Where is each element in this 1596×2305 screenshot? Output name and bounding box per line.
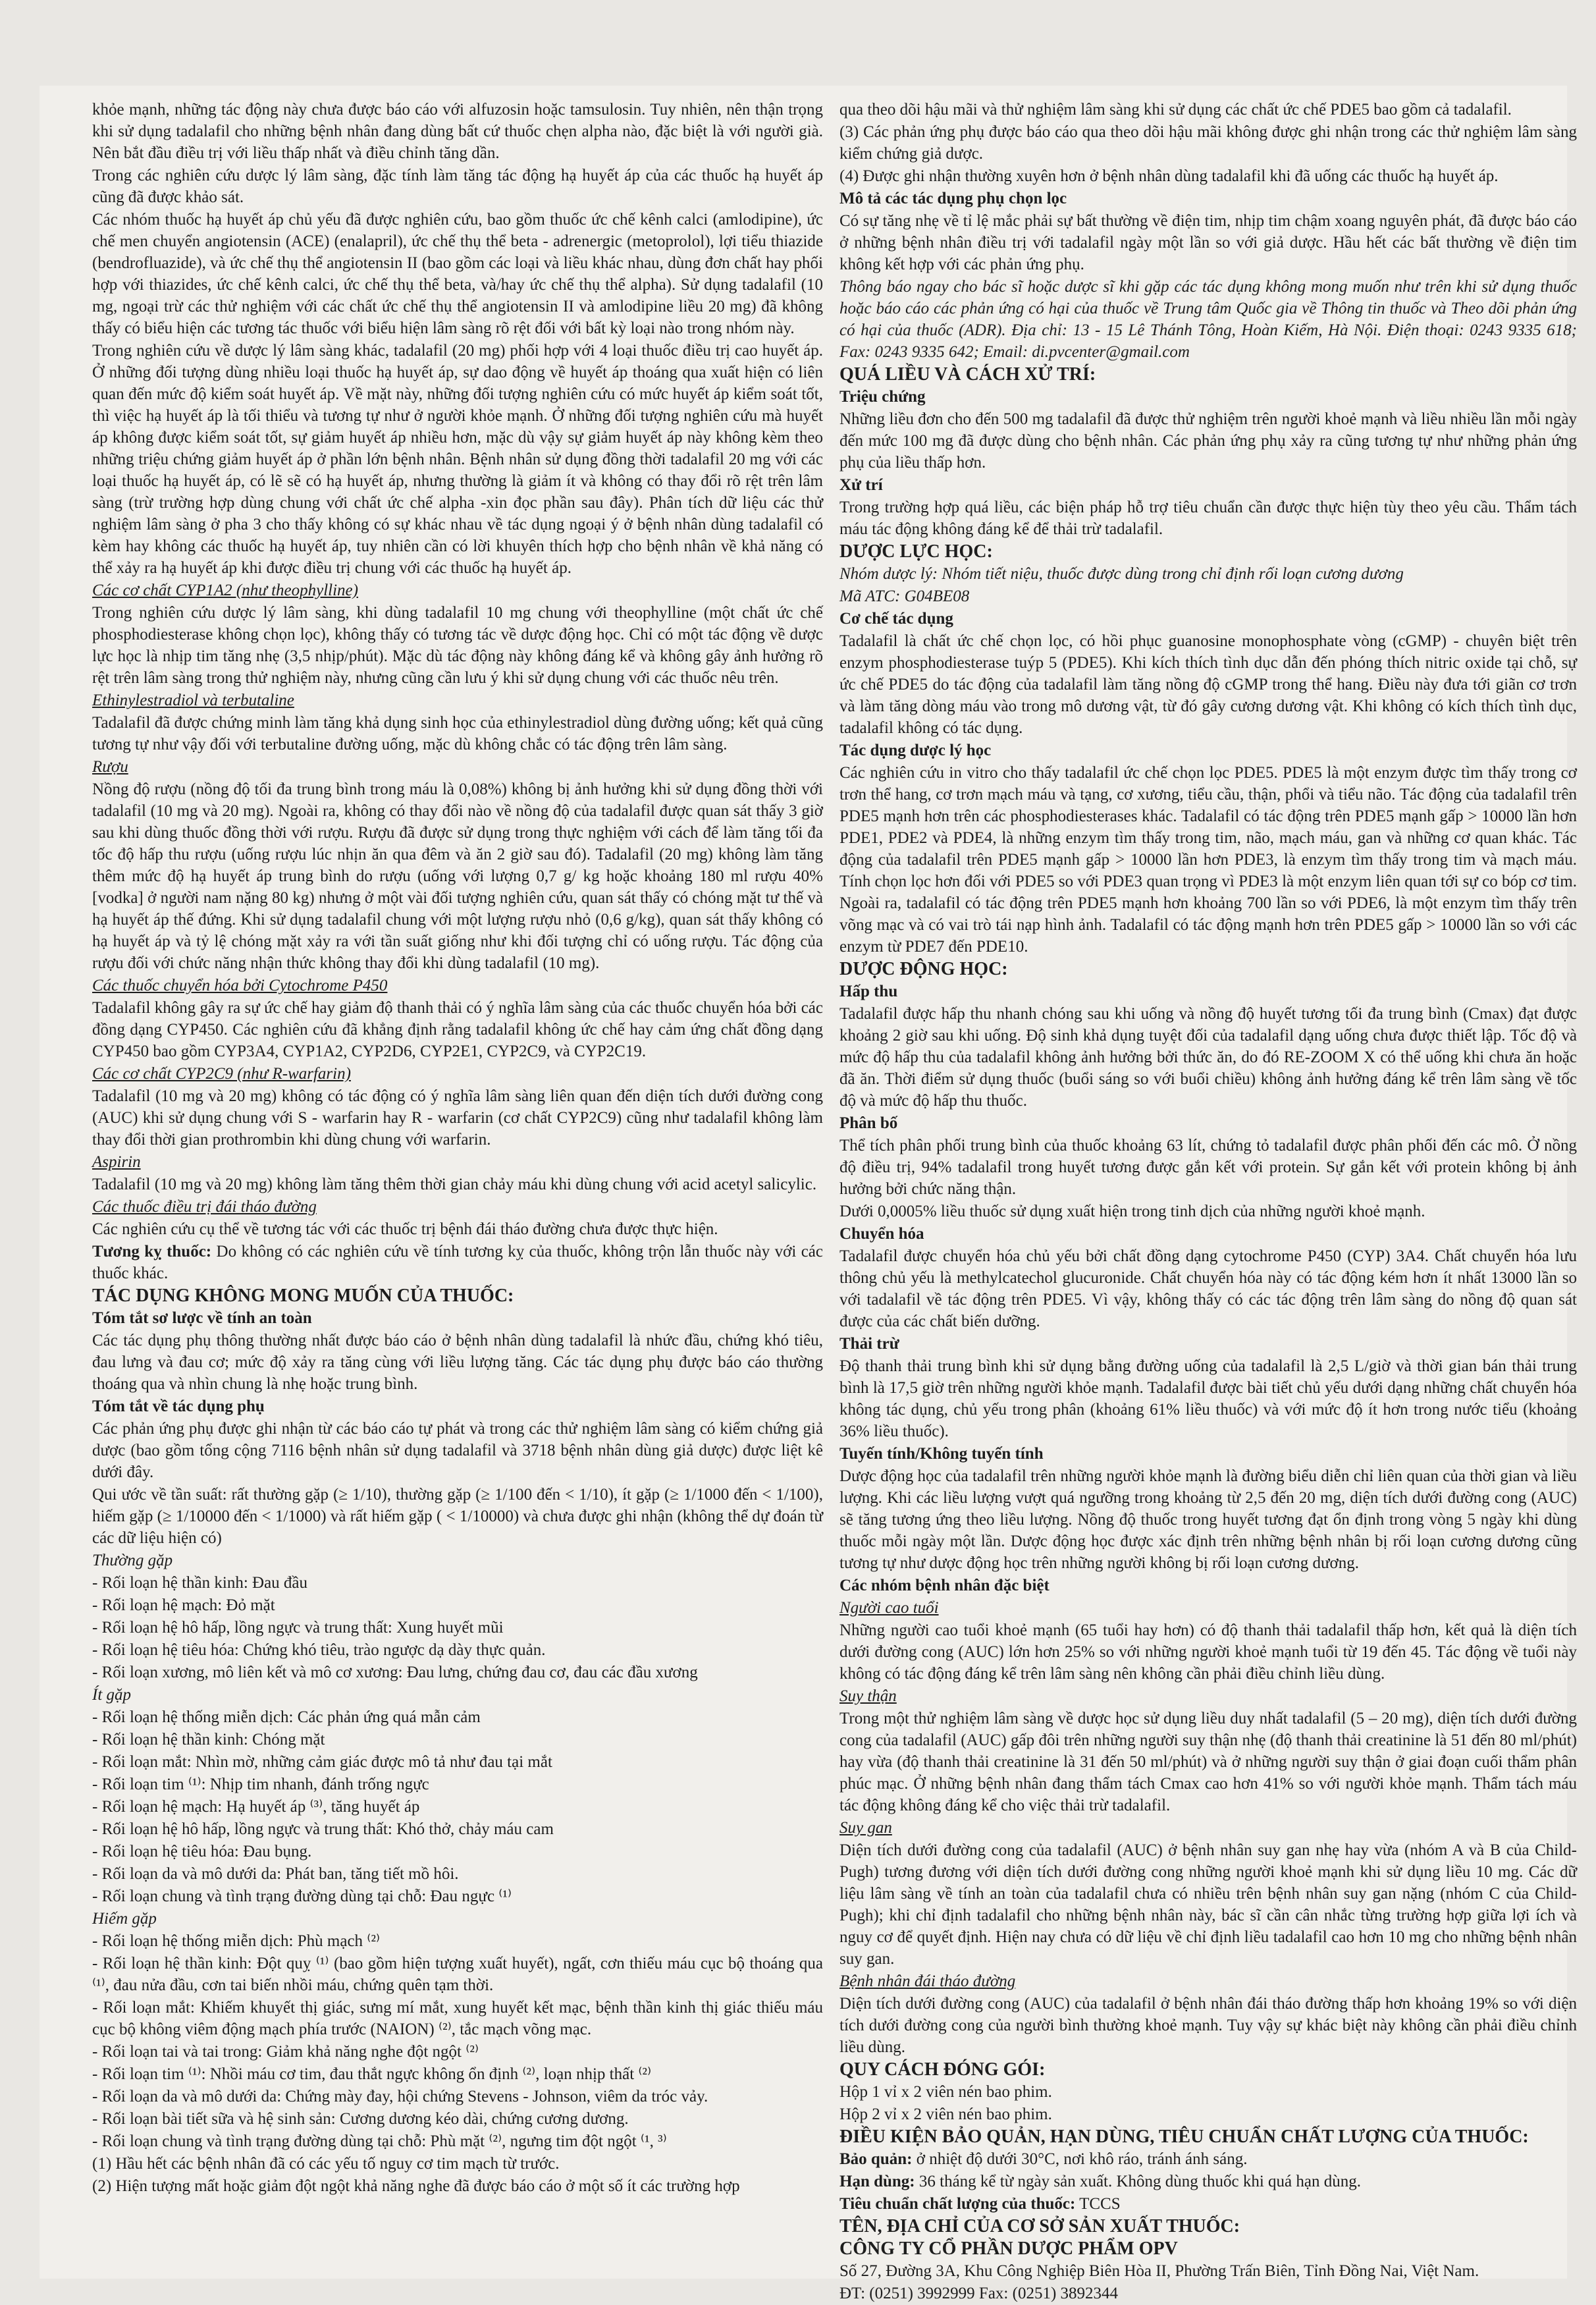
paragraph-text: ở nhiệt độ dưới 30°C, nơi khô ráo, tránh ánh sáng.	[912, 2150, 1248, 2168]
list-item: - Rối loạn hệ tiêu hóa: Chứng khó tiêu, trào ngược dạ dày thực quản.	[92, 1641, 546, 1659]
paragraph: Thể tích phân phối trung bình của thuốc khoảng 63 lít, chứng tỏ tadalafil được phân phối đến các mô. Ở nồng độ điều trị, 94% tadalafil trong huyết tương được gắn kết với protein. Sự gắn kết với protein không bị ảnh hưởng bởi chức năng thận.	[839, 1137, 1577, 1198]
paragraph: Trong một thử nghiệm lâm sàng về dược học sử dụng liều duy nhất tadalafil (5 – 20 mg), diện tích dưới đường cong của tadalafil (AUC) gấp đôi trên những người suy thận nhẹ (độ thanh thải creatinine là 51 đến 80 ml/phút) hay vừa (độ thanh thải creatinine là 31 đến 50 ml/phút) và ở những người suy thận ở giai đoạn cuối thẩm phân phúc mạc. Ở những bệnh nhân đang thẩm tách Cmax cao hơn 41% so với người khỏe mạnh. Thẩm tách máu tác động không đáng kể cho việc thải trừ tadalafil.	[839, 1710, 1577, 1814]
paragraph-label: Bảo quản:	[839, 2150, 913, 2168]
underlined-subheading: Người cao tuổi	[839, 1599, 939, 1617]
list-item: - Rối loạn hệ mạch: Đỏ mặt	[92, 1596, 275, 1614]
list-item: - Rối loạn hệ mạch: Hạ huyết áp ⁽³⁾, tăng huyết áp	[92, 1798, 420, 1816]
paragraph-label: Tương kỵ thuốc:	[92, 1243, 212, 1261]
paragraph: (4) Được ghi nhận thường xuyên hơn ở bệnh nhân dùng tadalafil khi đã uống các thuốc hạ huyết áp.	[839, 167, 1499, 185]
paragraph: Các nghiên cứu cụ thể về tương tác với các thuốc trị bệnh đái tháo đường chưa được thực hiện.	[92, 1220, 718, 1238]
list-item: - Rối loạn da và mô dưới da: Phát ban, tăng tiết mồ hôi.	[92, 1865, 459, 1883]
paragraph: Những liều đơn cho đến 500 mg tadalafil đã được thử nghiệm trên người khoẻ mạnh và liều nhiều lần mỗi ngày đến mức 100 mg đã được dùng cho bệnh nhân. Các phản ứng phụ xảy ra cũng tương tự như những phản ứng phụ của liều thấp hơn.	[839, 410, 1577, 472]
paragraph: Tadalafil được chuyển hóa chủ yếu bởi chất đồng dạng cytochrome P450 (CYP) 3A4. Chất chuyển hóa lưu thông chủ yếu là methylcatechol glucuronide. Chất chuyển hóa này có tác động kém hơn ít nhất 13000 lần so với tadalafil về tác động trên PDE5. Vì vậy, không thấy có các tác động trên lâm sàng do nồng độ quan sát được của các chất biến dưỡng.	[839, 1247, 1577, 1330]
subsection-heading: Tóm tắt về tác dụng phụ	[92, 1397, 265, 1415]
list-item: - Rối loạn hệ tiêu hóa: Đau bụng.	[92, 1843, 312, 1860]
underlined-subheading: Các thuốc chuyển hóa bởi Cytochrome P450	[92, 977, 388, 994]
underlined-subheading: Các thuốc điều trị đái tháo đường	[92, 1198, 317, 1216]
frequency-heading: Thường gặp	[92, 1552, 173, 1569]
section-heading: DƯỢC LỰC HỌC:	[839, 541, 993, 562]
list-item: - Rối loạn xương, mô liên kết và mô cơ xương: Đau lưng, chứng đau cơ, đau các đầu xương	[92, 1664, 698, 1681]
paragraph: Tadalafil đã được chứng minh làm tăng khả dụng sinh học của ethinylestradiol dùng đường uống; kết quả cũng tương tự như vậy đối với terbutaline đường uống, mặc dù không chắc có tác động trên lâm sàng.	[92, 714, 823, 753]
subsection-heading: Triệu chứng	[839, 388, 926, 406]
underlined-subheading: Aspirin	[92, 1153, 141, 1171]
underlined-subheading: Bệnh nhân đái tháo đường	[839, 1972, 1016, 1990]
subsection-heading: Các nhóm bệnh nhân đặc biệt	[839, 1577, 1050, 1594]
paragraph: Hộp 2 vỉ x 2 viên nén bao phim.	[839, 2105, 1052, 2123]
paragraph: Tadalafil (10 mg và 20 mg) không làm tăng thêm thời gian chảy máu khi dùng chung với acid acetyl salicylic.	[92, 1176, 817, 1193]
underlined-subheading: Các cơ chất CYP2C9 (như R-warfarin)	[92, 1065, 351, 1083]
list-item: - Rối loạn hệ thống miễn dịch: Các phản ứng quá mẫn cảm	[92, 1708, 481, 1726]
paragraph: Độ thanh thải trung bình khi sử dụng bằng đường uống của tadalafil là 2,5 L/giờ và thời gian bán thải trung bình là 17,5 giờ trên những người khỏe mạnh. Tadalafil được bài tiết chủ yếu dưới dạng những chất chuyển hóa không tác dụng, chủ yếu trong phân (khoảng 61% liều thuốc) và với mức độ ít hơn trong nước tiểu (khoảng 36% liều thuốc).	[839, 1357, 1577, 1440]
list-item: - Rối loạn hệ hô hấp, lồng ngực và trung thất: Xung huyết mũi	[92, 1619, 504, 1637]
paragraph: Tadalafil được hấp thu nhanh chóng sau khi uống và nồng độ huyết tương tối đa trung bình (Cmax) đạt được khoảng 2 giờ sau khi uống. Độ sinh khả dụng tuyệt đối của tadalafil dạng uống chưa được thiết lập. Tốc độ và mức độ hấp thu của tadalafil không ảnh hưởng bởi thức ăn, do đó RE-ZOOM X có thể uống khi chưa ăn hoặc đã ăn. Thời điểm sử dụng thuốc (buổi sáng so với buổi chiều) không ảnh hưởng đáng kể trên lâm sàng về tốc độ và mức độ hấp thu thuốc.	[839, 1005, 1577, 1110]
list-item: - Rối loạn hệ thần kinh: Đột quỵ ⁽¹⁾ (bao gồm hiện tượng xuất huyết), ngất, cơn thiếu máu cục bộ thoáng qua ⁽¹⁾, đau nửa đầu, cơn tai biến nhồi máu, chứng quên tạm thời.	[92, 1955, 823, 1994]
list-item: - Rối loạn chung và tình trạng đường dùng tại chỗ: Phù mặt ⁽²⁾, ngưng tim đột ngột ⁽¹, ³⁾	[92, 2132, 667, 2150]
section-heading: DƯỢC ĐỘNG HỌC:	[839, 959, 1008, 979]
subsection-heading: Chuyển hóa	[839, 1225, 924, 1243]
list-item: - Rối loạn mắt: Khiếm khuyết thị giác, sưng mí mắt, xung huyết kết mạc, bệnh thần kinh thị giác thiếu máu cục bộ không viêm động mạch phía trước (NAION) ⁽²⁾, tắc mạch võng mạc.	[92, 1999, 823, 2038]
list-item: - Rối loạn hệ hô hấp, lồng ngực và trung thất: Khó thở, chảy máu cam	[92, 1820, 554, 1838]
list-item: - Rối loạn tim ⁽¹⁾: Nhồi máu cơ tim, đau thắt ngực không ổn định ⁽²⁾, loạn nhịp thất ⁽²⁾	[92, 2065, 652, 2083]
subsection-heading: Hấp thu	[839, 983, 898, 1000]
paragraph: Qui ước về tần suất: rất thường gặp (≥ 1/10), thường gặp (≥ 1/100 đến < 1/10), ít gặp (≥ 1/1000 đến < 1/100), hiếm gặp (≥ 1/10000 đến < 1/1000) và rất hiếm gặp ( < 1/10000) và chưa được ghi nhận (không thể dự đoán từ các dữ liệu hiện có)	[92, 1486, 823, 1547]
subsection-heading: Thải trừ	[839, 1335, 899, 1353]
paragraph: qua theo dõi hậu mãi và thử nghiệm lâm sàng khi sử dụng các chất ức chế PDE5 bao gồm cả tadalafil.	[839, 101, 1512, 119]
paragraph: Các nhóm thuốc hạ huyết áp chủ yếu đã được nghiên cứu, bao gồm thuốc ức chế kênh calci (amlodipine), ức chế men chuyển angiotensin (ACE) (enalapril), ức chế thụ thể beta - adrenergic (metoprolol), lợi tiểu thiazide (bendrofluazide), và ức chế thụ thể angiotensin II (bao gồm các loại và liều khác nhau, dùng đơn chất hay phối hợp với thiazides, ức chế kênh calci, ức chế thụ thể beta, và/hay ức chế thụ thể alpha). Sử dụng tadalafil (10 mg, ngoại trừ các thử nghiệm với các chất ức chế thụ thể angiotensin II và amlodipine liều 20 mg) đã không thấy có biểu hiện các tương tác thuốc với biểu hiện lâm sàng rõ rệt đối với bất kỳ loại nào trong nhóm này.	[92, 211, 823, 337]
subsection-heading: Xử trí	[839, 476, 883, 494]
section-heading: QUÁ LIỀU VÀ CÁCH XỬ TRÍ:	[839, 364, 1096, 385]
list-item: - Rối loạn hệ thần kinh: Chóng mặt	[92, 1731, 325, 1749]
paragraph: Dược động học của tadalafil trên những người khỏe mạnh là đường biểu diễn chỉ liên quan của thời gian và liều lượng. Khi các liều lượng vượt quá ngưỡng trong khoảng từ 2,5 đến 20 mg, diện tích dưới đường cong (AUC) sẽ tăng tương ứng theo liều lượng. Nồng độ thuốc trong huyết tương đạt ổn định trong vòng 5 ngày khi dùng thuốc mỗi ngày một lần. Dược động học được xác định trên những bệnh nhân bị rối loạn cương dương cũng tương tự như dược động học trên những người không bị rối loạn cương dương.	[839, 1467, 1577, 1572]
paragraph-text: 36 tháng kể từ ngày sản xuất. Không dùng thuốc khi quá hạn dùng.	[915, 2173, 1361, 2190]
underlined-subheading: Suy gan	[839, 1819, 892, 1837]
paragraph: Trong nghiên cứu dược lý lâm sàng, khi dùng tadalafil 10 mg chung với theophylline (một chất ức chế phosphodiesterase không chọn lọc), không thấy có tương tác về dược động học. Chỉ có một tác động về dược lực học là nhịp tim tăng nhẹ (3,5 nhịp/phút). Mặc dù tác động này không đáng kể và không gây ảnh hưởng rõ rệt trên lâm sàng trong thử nghiệm này, nhưng cũng cần lưu ý khi sử dụng chung với các thuốc nêu trên.	[92, 604, 823, 687]
paragraph: Số 27, Đường 3A, Khu Công Nghiệp Biên Hòa II, Phường Trấn Biên, Tỉnh Đồng Nai, Việt Nam.	[839, 2262, 1479, 2280]
paragraph-label: Tiêu chuẩn chất lượng của thuốc:	[839, 2195, 1076, 2213]
list-item: (2) Hiện tượng mất hoặc giảm đột ngột khả năng nghe đã được báo cáo ở một số ít các trường hợp	[92, 2177, 740, 2195]
labeled-paragraph	[839, 2193, 1577, 2215]
paragraph-text: TCCS	[1075, 2195, 1121, 2213]
paragraph: ĐT: (0251) 3992999 Fax: (0251) 3892344	[839, 2285, 1119, 2302]
frequency-heading: Ít gặp	[92, 1686, 132, 1704]
paragraph: Những người cao tuổi khoẻ mạnh (65 tuổi hay hơn) có độ thanh thải tadalafil thấp hơn, kết quả là diện tích dưới đường cong (AUC) lớn hơn 25% so với những người khoẻ mạnh tuổi từ 19 đến 45. Tác động về tuổi này không có tác động đáng kể trên lâm sàng nên không cần phải điều chỉnh liều dùng.	[839, 1621, 1577, 1683]
section-heading: ĐIỀU KIỆN BẢO QUẢN, HẠN DÙNG, TIÊU CHUẨN CHẤT LƯỢNG CỦA THUỐC:	[839, 2127, 1529, 2147]
list-item: - Rối loạn da và mô dưới da: Chứng mày đay, hội chứng Stevens - Johnson, viêm da tróc vảy.	[92, 2088, 708, 2105]
paragraph: Dưới 0,0005% liều thuốc sử dụng xuất hiện trong tinh dịch của những người khoẻ mạnh.	[839, 1203, 1425, 1220]
list-item: - Rối loạn tai và tai trong: Giảm khả năng nghe đột ngột ⁽²⁾	[92, 2043, 479, 2061]
paragraph: Trong các nghiên cứu dược lý lâm sàng, đặc tính làm tăng tác động hạ huyết áp của các thuốc hạ huyết áp cũng đã được khảo sát.	[92, 167, 823, 206]
list-item: - Rối loạn mắt: Nhìn mờ, những cảm giác được mô tả như đau tại mắt	[92, 1753, 552, 1771]
right-column	[839, 99, 1577, 2305]
section-heading: TÁC DỤNG KHÔNG MONG MUỐN CỦA THUỐC:	[92, 1286, 514, 1306]
left-column	[92, 99, 823, 2198]
subsection-heading: Tác dụng dược lý học	[839, 742, 992, 759]
paragraph: Tadalafil không gây ra sự ức chế hay giảm độ thanh thải có ý nghĩa lâm sàng của các thuốc chuyển hóa bởi các đồng dạng CYP450. Các nghiên cứu đã khẳng định rằng tadalafil không ức chế hay cảm ứng chất đồng dạng CYP450 bao gồm CYP3A4, CYP1A2, CYP2D6, CYP2E1, CYP2C9, và CYP2C19.	[92, 999, 823, 1060]
frequency-heading: Hiếm gặp	[92, 1910, 157, 1928]
list-item: (1) Hầu hết các bệnh nhân đã có các yếu tố nguy cơ tim mạch từ trước.	[92, 2155, 560, 2173]
list-item: - Rối loạn hệ thần kinh: Đau đầu	[92, 1574, 308, 1592]
paragraph: Nồng độ rượu (nồng độ tối đa trung bình trong máu là 0,08%) không bị ảnh hưởng khi sử dụng đồng thời với tadalafil (10 mg và 20 mg). Ngoài ra, không có thay đổi nào về nồng độ của tadalafil được quan sát thấy 3 giờ sau khi dùng thuốc đồng thời với rượu. Rượu đã được sử dụng trong thực nghiệm với cách để làm tăng tối đa tốc độ hấp thu rượu (uống rượu lúc nhịn ăn qua đêm và ăn 2 giờ sau đó). Tadalafil (20 mg) không làm tăng thêm mức độ hạ huyết áp trung bình do rượu (uống với lượng 0,7 g/ kg hoặc khoảng 180 ml rượu 40% [vodka] ở người nam nặng 80 kg) nhưng ở một vài đối tượng nghiên cứu, quan sát thấy có chóng mặt tư thế và hạ huyết áp thế đứng. Khi sử dụng tadalafil chung với một lượng rượu nhỏ (0,6 g/kg), quan sát thấy không có hạ huyết áp và tỷ lệ chóng mặt xảy ra với tần suất giống như khi đối tượng chỉ có uống rượu. Tác động của rượu đối với chức năng nhận thức không thay đổi khi dùng tadalafil (10 mg).	[92, 780, 823, 972]
paragraph: (3) Các phản ứng phụ được báo cáo qua theo dõi hậu mãi không được ghi nhận trong các thử nghiệm lâm sàng kiểm chứng giả dược.	[839, 123, 1577, 163]
list-item: - Rối loạn hệ thống miễn dịch: Phù mạch ⁽²⁾	[92, 1932, 381, 1950]
labeled-paragraph	[839, 2171, 1577, 2192]
paragraph-label: Hạn dùng:	[839, 2173, 915, 2190]
paragraph: Tadalafil (10 mg và 20 mg) không có tác động có ý nghĩa lâm sàng liên quan đến diện tích dưới đường cong (AUC) khi sử dụng chung với S - warfarin hay R - warfarin (cơ chất CYP2C9) cũng như tadalafil không làm thay đổi thời gian prothrombin khi dùng chung với warfarin.	[92, 1087, 823, 1149]
paragraph: Hộp 1 vỉ x 2 viên nén bao phim.	[839, 2083, 1052, 2101]
paragraph: Trong nghiên cứu về dược lý lâm sàng khác, tadalafil (20 mg) phối hợp với 4 loại thuốc điều trị cao huyết áp. Ở những đối tượng dùng nhiều loại thuốc hạ huyết áp, sự dao động về huyết áp thoáng qua xuất hiện có liên quan đến mức độ kiểm soát huyết áp. Về mặt này, những đối tượng nghiên cứu có mức huyết áp kiểm soát tốt, thì việc hạ huyết áp là tối thiểu và tương tự như ở người khỏe mạnh. Ở những đối tượng nghiên cứu mà huyết áp không được kiểm soát tốt, sự giảm huyết áp nhiều hơn, mặc dù vậy sự giảm huyết áp này không kèm theo những triệu chứng giảm huyết áp ở phần lớn bệnh nhân. Bệnh nhân sử dụng đồng thời tadalafil 20 mg với các loại thuốc hạ huyết áp, có lẽ sẽ có hạ huyết áp, nhưng thường là giảm ít và không có thay đổi rõ rệt trên lâm sàng (trừ trường hợp dùng chung với chất ức chế alpha -xin đọc phần sau đây). Phân tích dữ liệu các thử nghiệm lâm sàng ở pha 3 cho thấy không có sự khác nhau về tác dụng ngoại ý ở bệnh nhân dùng tadalafil có kèm hay không các thuốc hạ huyết áp, tuy nhiên cần có lời khuyên thích hợp cho bệnh nhân về khả năng có thể xảy ra hạ huyết áp khi được điều trị chung với các thuốc hạ huyết áp.	[92, 342, 823, 577]
paragraph: Các phản ứng phụ được ghi nhận từ các báo cáo tự phát và trong các thử nghiệm lâm sàng có kiểm chứng giả dược (bao gồm tổng cộng 7116 bệnh nhân sử dụng tadalafil và 3718 bệnh nhân dùng giả dược) được liệt kê dưới đây.	[92, 1420, 823, 1481]
list-item: - Rối loạn tim ⁽¹⁾: Nhịp tim nhanh, đánh trống ngực	[92, 1776, 429, 1793]
list-item: - Rối loạn chung và tình trạng đường dùng tại chỗ: Đau ngực ⁽¹⁾	[92, 1887, 512, 1905]
paragraph: khỏe mạnh, những tác động này chưa được báo cáo với alfuzosin hoặc tamsulosin. Tuy nhiên, nên thận trọng khi sử dụng tadalafil cho những bệnh nhân đang dùng bất cứ thuốc chẹn alpha nào, đặc biệt là với người già. Nên bắt đầu điều trị với liều thấp nhất và điều chỉnh tăng dần.	[92, 101, 823, 162]
list-item: - Rối loạn bài tiết sữa và hệ sinh sản: Cương dương kéo dài, chứng cương dương.	[92, 2110, 629, 2128]
underlined-subheading: Rượu	[92, 758, 128, 776]
section-heading: TÊN, ĐỊA CHỈ CỦA CƠ SỞ SẢN XUẤT THUỐC:	[839, 2216, 1240, 2237]
subsection-heading: Phân bố	[839, 1114, 898, 1132]
underlined-subheading: Các cơ chất CYP1A2 (như theophylline)	[92, 582, 358, 599]
paragraph-text: Do không có các nghiên cứu về tính tương kỵ của thuốc, không trộn lẫn thuốc này với các thuốc khác.	[92, 1243, 823, 1282]
underlined-subheading: Ethinylestradiol và terbutaline	[92, 692, 294, 709]
subsection-heading: Tuyến tính/Không tuyến tính	[839, 1445, 1044, 1463]
italic-paragraph: Mã ATC: G04BE08	[839, 587, 970, 605]
paragraph: Các tác dụng phụ thông thường nhất được báo cáo ở bệnh nhân dùng tadalafil là nhức đầu, chứng khó tiêu, đau lưng và đau cơ; mức độ xảy ra tăng cùng với liều lượng tăng. Các tác dụng phụ được báo cáo thường thoáng qua và nhìn chung là nhẹ hoặc trung bình.	[92, 1332, 823, 1393]
labeled-paragraph	[92, 1241, 823, 1284]
paragraph: Có sự tăng nhẹ về tỉ lệ mắc phải sự bất thường về điện tim, nhịp tim chậm xoang nguyên phát, đã được báo cáo ở những bệnh nhân điều trị với tadalafil ngày một lần so với giả dược. Hầu hết các bất thường về điện tim không kết hợp với các phản ứng phụ.	[839, 212, 1577, 273]
italic-paragraph: Nhóm dược lý: Nhóm tiết niệu, thuốc được dùng trong chỉ định rối loạn cương dương	[839, 565, 1404, 583]
subsection-heading: Mô tả các tác dụng phụ chọn lọc	[839, 190, 1067, 207]
leaflet-page	[40, 86, 1577, 2302]
paragraph: Trong trường hợp quá liều, các biện pháp hỗ trợ tiêu chuẩn cần được thực hiện tùy theo yêu cầu. Thẩm tách máu tác động không đáng kể để thải trừ tadalafil.	[839, 499, 1577, 538]
labeled-paragraph	[839, 2148, 1577, 2170]
italic-paragraph: Thông báo ngay cho bác sĩ hoặc dược sĩ khi gặp các tác dụng không mong muốn như trên khi sử dụng thuốc hoặc báo cáo các phản ứng có hại của thuốc về Trung tâm Quốc gia về Thông tin thuốc và Theo dõi phản ứng có hại của thuốc (ADR). Địa chỉ: 13 - 15 Lê Thánh Tông, Hoàn Kiếm, Hà Nội. Điện thoại: 0243 9335 618; Fax: 0243 9335 642; Email: di.pvcenter@gmail.com	[839, 278, 1577, 361]
underlined-subheading: Suy thận	[839, 1687, 897, 1705]
paragraph: Các nghiên cứu in vitro cho thấy tadalafil ức chế chọn lọc PDE5. PDE5 là một enzym được tìm thấy trong cơ trơn thể hang, cơ trơn mạch máu và tạng, cơ xương, tiểu cầu, thận, phổi và tiểu não. Tác động của tadalafil trên PDE5 mạnh hơn trên các phosphodiesterases khác. Tadalafil có tác động trên PDE5 mạnh gấp > 10000 lần hơn PDE1, PDE2 và PDE4, là những enzym tìm thấy trong tim, não, mạch máu, gan và những cơ quan khác. Tác động của tadalafil trên PDE5 mạnh gấp > 10000 lần hơn PDE3, là enzym tìm thấy trong tim và mạch máu. Tính chọn lọc hơn đối với PDE5 so với PDE3 quan trọng vì PDE3 là một enzym liên quan tới sự co bóp cơ tim. Ngoài ra, tadalafil có tác động trên PDE5 mạnh hơn khoảng 700 lần so với PDE6, là một enzym tìm thấy trên võng mạc và có vai trò tái nạp hình ảnh. Tadalafil có tác động mạnh hơn trên PDE5 gấp > 10000 lần so với các enzym từ PDE7 đến PDE10.	[839, 764, 1577, 956]
paragraph: Tadalafil là chất ức chế chọn lọc, có hồi phục guanosine monophosphate vòng (cGMP) - chuyên biệt trên enzym phosphodiesterase tuýp 5 (PDE5). Khi kích thích tình dục dẫn đến phóng thích nitric oxide tại chỗ, sự ức chế PDE5 do tác động của tadalafil làm tăng nồng độ cGMP trong thể hang. Điều này đưa tới giãn cơ trơn và làm tăng dòng máu vào trong mô dương vật, từ đó gây cương dương vật. Khi không có kích thích tình dục, tadalafil không có tác dụng.	[839, 632, 1577, 737]
section-heading: QUY CÁCH ĐÓNG GÓI:	[839, 2059, 1046, 2080]
paragraph: Diện tích dưới đường cong (AUC) của tadalafil ở bệnh nhân đái tháo đường thấp hơn khoảng 19% so với diện tích dưới đường cong của người bình thường khoẻ mạnh. Tuy vậy sự khác biệt này không cần phải điều chỉnh liều dùng.	[839, 1995, 1577, 2056]
section-heading: CÔNG TY CỔ PHẦN DƯỢC PHẨM OPV	[839, 2238, 1178, 2259]
paragraph: Diện tích dưới đường cong của tadalafil (AUC) ở bệnh nhân suy gan nhẹ hay vừa (nhóm A và B của Child-Pugh) tương đương với diện tích dưới đường cong những người khoẻ mạnh khi sử dụng liều 10 mg. Các dữ liệu lâm sàng về tính an toàn của tadalafil chưa có nhiều trên bệnh nhân suy gan nặng (nhóm C của Child-Pugh); khi chỉ định tadalafil cho những bệnh nhân này, bác sĩ cần cân nhắc từng trường hợp giữa lợi ích và nguy cơ để quyết định. Hiện nay chưa có dữ liệu về chỉ định liều tadalafil cao hơn 10 mg cho những bệnh nhân suy gan.	[839, 1841, 1577, 1968]
subsection-heading: Tóm tắt sơ lược về tính an toàn	[92, 1309, 312, 1327]
subsection-heading: Cơ chế tác dụng	[839, 610, 953, 628]
